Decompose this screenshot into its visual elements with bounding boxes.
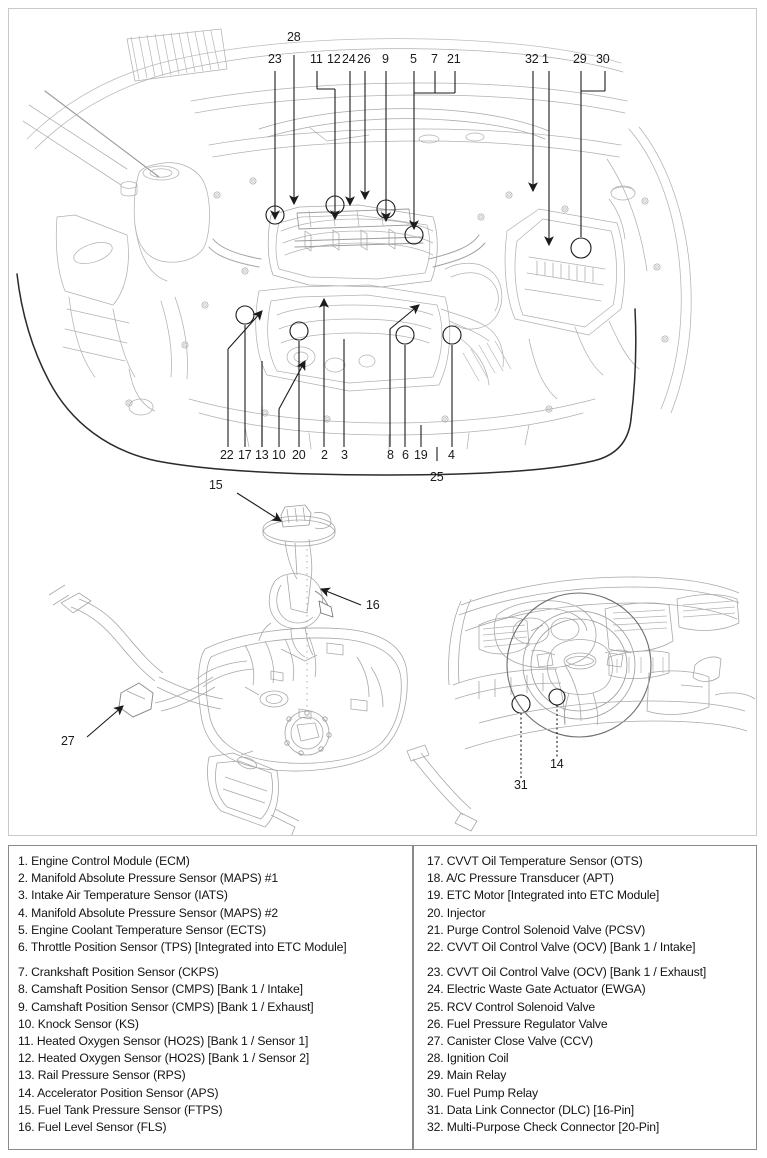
legend-item-number: 11. xyxy=(18,1034,34,1049)
legend-column-right xyxy=(412,846,756,1149)
legend-item-label: Purge Control Solenoid Valve (PCSV) xyxy=(443,922,646,937)
callout-28: 28 xyxy=(287,30,301,44)
callout-13: 13 xyxy=(255,448,269,462)
legend-item-label: Rail Pressure Sensor (RPS) xyxy=(34,1068,186,1083)
legend-item-number: 31. xyxy=(427,1102,444,1117)
callout-17: 17 xyxy=(238,448,252,462)
legend-item-number: 12. xyxy=(18,1051,35,1066)
callout-19: 19 xyxy=(414,448,428,462)
callout-7: 7 xyxy=(431,52,438,66)
legend-item-number: 24. xyxy=(427,982,444,997)
legend-item-label: Engine Coolant Temperature Sensor (ECTS) xyxy=(27,922,267,937)
legend-item-number: 9. xyxy=(18,999,28,1014)
legend-item-30 xyxy=(427,1085,756,1102)
legend-item-number: 20. xyxy=(427,905,444,920)
callout-31: 31 xyxy=(514,778,528,792)
legend-item-number: 18. xyxy=(427,871,444,886)
legend-item-label: Fuel Tank Pressure Sensor (FTPS) xyxy=(34,1102,223,1117)
legend-item-24 xyxy=(427,981,756,998)
callout-24: 24 xyxy=(342,52,356,66)
legend-item-label: Fuel Level Sensor (FLS) xyxy=(34,1120,167,1135)
legend-item-label: Canister Close Valve (CCV) xyxy=(443,1034,593,1049)
callout-22: 22 xyxy=(220,448,234,462)
callout-21: 21 xyxy=(447,52,461,66)
legend-item-number: 28. xyxy=(427,1051,444,1066)
legend-item-19 xyxy=(427,887,756,904)
callout-14: 14 xyxy=(550,757,564,771)
legend-item-label: Manifold Absolute Pressure Sensor (MAPS) #1 xyxy=(27,871,279,886)
legend-item-number: 3. xyxy=(18,888,28,903)
legend-item-number: 14. xyxy=(18,1085,35,1100)
legend-item-label: Camshaft Position Sensor (CMPS) [Bank 1 / Intake] xyxy=(27,982,303,997)
callout-29: 29 xyxy=(573,52,587,66)
legend-item-27 xyxy=(427,1033,756,1050)
legend-item-number: 6. xyxy=(18,940,28,955)
legend-item-3 xyxy=(18,887,412,904)
legend-item-label: Multi-Purpose Check Connector [20-Pin] xyxy=(443,1120,660,1135)
legend-item-label: Ignition Coil xyxy=(443,1051,509,1066)
legend-item-number: 26. xyxy=(427,1016,444,1031)
legend-item-label: CVVT Oil Control Valve (OCV) [Bank 1 / Exhaust] xyxy=(443,965,707,980)
bottom-callout-leaders xyxy=(228,299,461,461)
legend-item-label: CVVT Oil Control Valve (OCV) [Bank 1 / Intake] xyxy=(443,940,696,955)
component-location-illustration xyxy=(9,9,756,835)
legend-item-label: Fuel Pump Relay xyxy=(443,1085,538,1100)
legend-item-number: 30. xyxy=(427,1085,444,1100)
callout-5: 5 xyxy=(410,52,417,66)
callout-3: 3 xyxy=(341,448,348,462)
legend-item-13 xyxy=(18,1067,412,1084)
dashboard-artwork xyxy=(449,577,756,749)
legend-item-28 xyxy=(427,1050,756,1067)
legend-item-5 xyxy=(18,922,412,939)
legend-item-31 xyxy=(427,1102,756,1119)
callout-16: 16 xyxy=(366,598,380,612)
legend-item-number: 16. xyxy=(18,1120,35,1135)
legend-item-label: Camshaft Position Sensor (CMPS) [Bank 1 / Exhaust] xyxy=(27,999,314,1014)
legend-item-8 xyxy=(18,981,412,998)
legend-item-label: Fuel Pressure Regulator Valve xyxy=(443,1016,608,1031)
legend-item-label: Throttle Position Sensor (TPS) [Integrated into ETC Module] xyxy=(27,940,347,955)
legend-item-7 xyxy=(18,964,412,981)
callout-15: 15 xyxy=(209,478,223,492)
legend-item-number: 1. xyxy=(18,854,28,868)
legend-item-number: 21. xyxy=(427,922,444,937)
callout-9: 9 xyxy=(382,52,389,66)
legend-item-number: 19. xyxy=(427,888,444,903)
legend-item-16 xyxy=(18,1119,412,1136)
legend-item-2 xyxy=(18,870,412,887)
legend-item-number: 17. xyxy=(427,854,444,868)
legend-item-label: Intake Air Temperature Sensor (IATS) xyxy=(27,888,228,903)
diagram-frame xyxy=(8,8,757,836)
callout-11: 11 xyxy=(310,52,323,66)
legend-item-9 xyxy=(18,999,412,1016)
legend-item-label: Heated Oxygen Sensor (HO2S) [Bank 1 / Sensor 2] xyxy=(34,1051,310,1066)
callout-26: 26 xyxy=(357,52,371,66)
legend-column-left xyxy=(9,846,412,1149)
legend-item-21 xyxy=(427,922,756,939)
legend-item-12 xyxy=(18,1050,412,1067)
legend-item-label: ETC Motor [Integrated into ETC Module] xyxy=(443,888,660,903)
legend-item-label: Electric Waste Gate Actuator (EWGA) xyxy=(443,982,646,997)
legend-item-22 xyxy=(427,939,756,956)
legend-item-6 xyxy=(18,939,412,956)
legend-item-18 xyxy=(427,870,756,887)
callout-8: 8 xyxy=(387,448,394,462)
legend-item-number: 32. xyxy=(427,1120,444,1135)
legend-item-number: 29. xyxy=(427,1068,444,1083)
legend-item-number: 8. xyxy=(18,982,28,997)
legend-item-number: 5. xyxy=(18,922,28,937)
legend-item-number: 15. xyxy=(18,1102,35,1117)
callout-6: 6 xyxy=(402,448,409,462)
callout-23: 23 xyxy=(268,52,282,66)
legend-item-32 xyxy=(427,1119,756,1136)
legend-item-20 xyxy=(427,905,756,922)
legend-item-23 xyxy=(427,964,756,981)
callout-12: 12 xyxy=(327,52,341,66)
callout-27: 27 xyxy=(61,734,75,748)
legend-item-label: RCV Control Solenoid Valve xyxy=(443,999,596,1014)
callout-4: 4 xyxy=(448,448,455,462)
callout-30: 30 xyxy=(596,52,610,66)
callout-32: 32 xyxy=(525,52,539,66)
component-legend-table xyxy=(8,845,757,1150)
legend-item-label: Engine Control Module (ECM) xyxy=(27,854,190,868)
legend-item-1 xyxy=(18,853,412,870)
legend-item-number: 2. xyxy=(18,871,28,886)
legend-item-14 xyxy=(18,1085,412,1102)
legend-item-label: Main Relay xyxy=(443,1068,507,1083)
legend-item-number: 22. xyxy=(427,940,444,955)
callout-2: 2 xyxy=(321,448,328,462)
legend-item-17 xyxy=(427,853,756,870)
legend-item-4 xyxy=(18,905,412,922)
legend-item-number: 25. xyxy=(427,999,444,1014)
legend-item-label: A/C Pressure Transducer (APT) xyxy=(443,871,614,886)
callout-10: 10 xyxy=(272,448,286,462)
legend-item-label: Knock Sensor (KS) xyxy=(34,1016,139,1031)
legend-item-26 xyxy=(427,1016,756,1033)
legend-item-29 xyxy=(427,1067,756,1084)
legend-item-number: 7. xyxy=(18,965,28,980)
legend-item-label: Accelerator Position Sensor (APS) xyxy=(34,1085,219,1100)
legend-item-number: 13. xyxy=(18,1068,35,1083)
legend-item-15 xyxy=(18,1102,412,1119)
legend-item-number: 10. xyxy=(18,1016,35,1031)
legend-item-number: 27. xyxy=(427,1034,444,1049)
legend-item-25 xyxy=(427,999,756,1016)
legend-item-number: 4. xyxy=(18,905,28,920)
fuel-tank-exhaust-artwork xyxy=(49,585,477,835)
legend-item-number: 23. xyxy=(427,965,444,980)
legend-item-label: Crankshaft Position Sensor (CKPS) xyxy=(27,965,219,980)
legend-item-label: Injector xyxy=(443,905,486,920)
callout-20: 20 xyxy=(292,448,306,462)
legend-item-label: Manifold Absolute Pressure Sensor (MAPS) #2 xyxy=(27,905,279,920)
legend-item-label: CVVT Oil Temperature Sensor (OTS) xyxy=(443,854,643,868)
legend-item-11 xyxy=(18,1033,412,1050)
fuel-tank-leaders xyxy=(87,706,123,737)
fuel-pump-leaders xyxy=(237,493,361,605)
legend-item-10 xyxy=(18,1016,412,1033)
legend-item-label: Heated Oxygen Sensor (HO2S) [Bank 1 / Sensor 1] xyxy=(33,1034,309,1049)
callout-1: 1 xyxy=(542,52,549,66)
legend-item-label: Data Link Connector (DLC) [16-Pin] xyxy=(443,1102,635,1117)
callout-25: 25 xyxy=(430,470,444,484)
